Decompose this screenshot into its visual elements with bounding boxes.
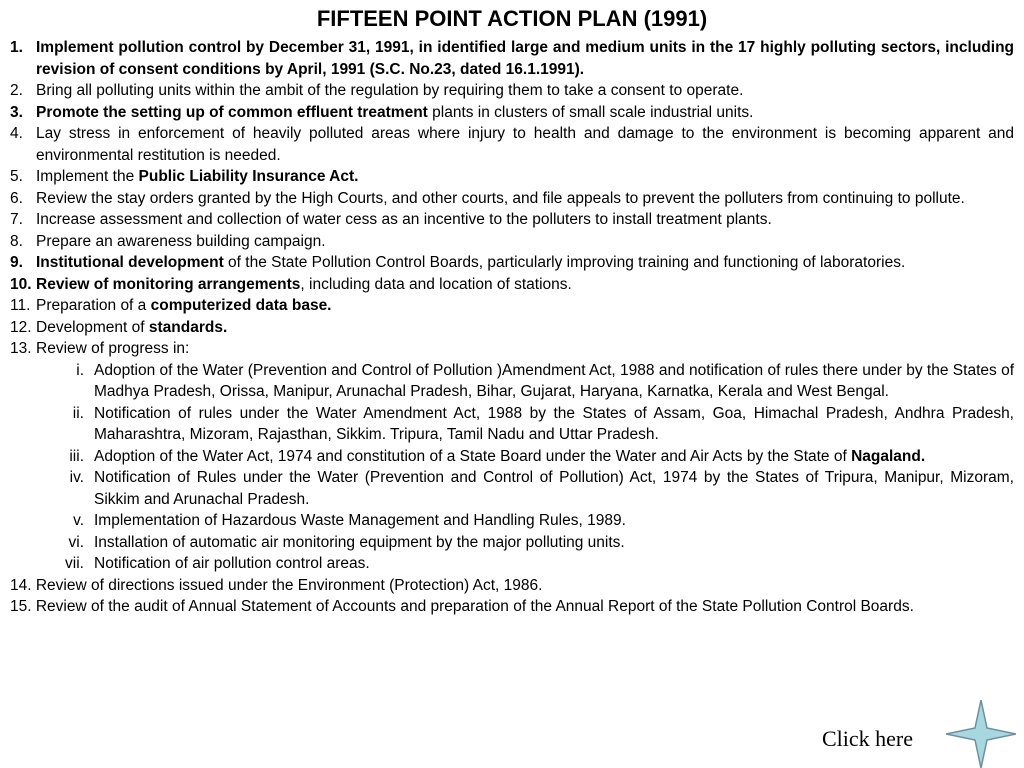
progress-sublist	[56, 360, 1014, 575]
sub-item	[56, 403, 1014, 446]
click-here-link[interactable]: Click here	[822, 726, 914, 751]
item-number: 12.	[10, 318, 32, 336]
item-text	[36, 188, 1014, 210]
item-number: 8.	[10, 232, 23, 250]
text: Implementation of Hazardous Waste Management and Handling Rules, 1989.	[94, 512, 626, 529]
sub-item	[56, 553, 1014, 575]
item-number: 7.	[10, 211, 23, 228]
plan-item	[10, 209, 1014, 231]
sub-item-text	[94, 510, 1014, 532]
plan-item	[10, 166, 1014, 188]
sub-item	[56, 532, 1014, 554]
item-text	[36, 338, 1014, 360]
item-number: 6.	[10, 189, 23, 207]
bold-text: standards.	[148, 318, 228, 336]
text: Review of progress in:	[36, 340, 190, 357]
star-shape	[946, 700, 1016, 768]
four-point-star-icon[interactable]	[946, 700, 1016, 768]
sub-item-text	[94, 360, 1014, 403]
text: Prepare an awareness building campaign.	[36, 232, 326, 250]
text: Development of	[36, 318, 149, 336]
sub-item-text	[94, 532, 1014, 554]
bold-text: Nagaland.	[851, 447, 926, 465]
item-text	[36, 231, 1014, 253]
sub-item-number: iv.	[69, 469, 84, 486]
bold-text: Institutional development	[36, 254, 224, 271]
item-number: 3.	[10, 103, 23, 121]
item-text	[36, 274, 1014, 296]
text: Notification of air pollution control areas.	[94, 555, 370, 572]
plan-item: 14. Review of directions issued under the Environment (Protection) Act, 1986.	[10, 576, 543, 594]
item-text	[36, 37, 1014, 80]
item-text	[36, 295, 1014, 317]
sub-item-text	[94, 446, 1014, 468]
sub-item-text	[94, 553, 1014, 575]
sub-item-text	[94, 467, 1014, 510]
sub-item-number: vii.	[65, 555, 84, 572]
text: Adoption of the Water Act, 1974 and constitution of a State Board under the Water and Air Acts by the State of	[94, 447, 852, 465]
sub-item-number: iii.	[69, 447, 84, 465]
text: Lay stress in enforcement of heavily polluted areas where injury to health and damage to the environment is becoming apparent and environmental restitution is needed.	[36, 125, 1014, 164]
sub-item-text	[94, 403, 1014, 446]
item-text	[36, 102, 1014, 124]
page-title: FIFTEEN POINT ACTION PLAN (1991)	[316, 6, 708, 31]
plan-item	[10, 188, 1014, 210]
sub-item	[56, 360, 1014, 403]
bold-text: Review of monitoring arrangements	[36, 275, 301, 293]
item-text	[36, 209, 1014, 231]
sub-item	[56, 446, 1014, 468]
text: plants in clusters of small scale industrial units.	[427, 103, 754, 121]
plan-item: 15. Review of the audit of Annual Statement of Accounts and preparation of the Annual Report of the State Pollution Control Boards.	[10, 598, 914, 615]
final-items	[10, 575, 1014, 618]
text: Review the stay orders granted by the High Courts, and other courts, and file appeals to prevent the polluters from continuing to pollute.	[36, 189, 965, 207]
plan-item	[10, 231, 1014, 253]
bold-text: Promote the setting up of common effluent treatment	[36, 103, 428, 121]
item-number: 2.	[10, 82, 23, 99]
sub-item-number: i.	[76, 361, 84, 379]
sub-item	[56, 510, 1014, 532]
action-plan-list	[10, 37, 1014, 575]
sub-item	[56, 467, 1014, 510]
sub-item-number: v.	[73, 512, 84, 529]
plan-item	[10, 274, 1014, 296]
item-number: 13.	[10, 340, 32, 357]
text: Preparation of a	[36, 297, 151, 314]
plan-item	[10, 123, 1014, 166]
item-text	[36, 123, 1014, 166]
item-text	[36, 317, 1014, 339]
plan-item	[10, 317, 1014, 339]
plan-item	[10, 80, 1014, 102]
text: Installation of automatic air monitoring equipment by the major polluting units.	[94, 533, 625, 551]
plan-item	[10, 37, 1014, 80]
text: Adoption of the Water (Prevention and Control of Pollution )Amendment Act, 1988 and notification of rules there under by the States of Madhya Pradesh, Orissa, Manipur, Arunachal Pradesh, Bihar, Gujarat, Haryana, Karnatka, Kerala and West Bengal.	[94, 361, 1014, 400]
bold-text: Implement pollution control by December 31, 1991, in identified large and medium units in the 17 highly polluting sectors, including revision of consent conditions by April, 1991 (S.C. No.23, dated 16.1.1991).	[36, 39, 1014, 78]
text: Notification of rules under the Water Amendment Act, 1988 by the States of Assam, Goa, Himachal Pradesh, Andhra Pradesh, Maharashtra, Mizoram, Rajasthan, Sikkim. Tripura, Tamil Nadu and Uttar Pradesh.	[94, 404, 1014, 443]
plan-item	[10, 102, 1014, 124]
item-number: 1.	[10, 39, 23, 56]
sub-item-number: vi.	[68, 533, 84, 551]
sub-item-number: ii.	[72, 404, 84, 422]
text: Notification of Rules under the Water (Prevention and Control of Pollution) Act, 1974 by the States of Tripura, Manipur, Mizoram, Sikkim and Arunachal Pradesh.	[94, 469, 1014, 508]
item-number: 5.	[10, 168, 23, 185]
plan-item	[10, 295, 1014, 317]
plan-item	[10, 252, 1014, 274]
bold-text: computerized data base.	[150, 297, 332, 314]
item-number: 10.	[10, 275, 32, 293]
plan-item	[10, 338, 1014, 360]
item-number: 9.	[10, 254, 23, 271]
item-number: 4.	[10, 125, 23, 142]
text: Implement the	[36, 168, 139, 185]
text: Bring all polluting units within the ambit of the regulation by requiring them to take a consent to operate.	[36, 82, 744, 99]
bold-text: Public Liability Insurance Act.	[138, 168, 359, 185]
text: of the State Pollution Control Boards, particularly improving training and functioning of laboratories.	[223, 254, 906, 271]
item-text	[36, 166, 1014, 188]
item-text	[36, 80, 1014, 102]
text: , including data and location of stations.	[300, 275, 572, 293]
text: Increase assessment and collection of water cess as an incentive to the polluters to install treatment plants.	[36, 211, 772, 228]
item-number: 11.	[10, 297, 31, 314]
item-text	[36, 252, 1014, 274]
